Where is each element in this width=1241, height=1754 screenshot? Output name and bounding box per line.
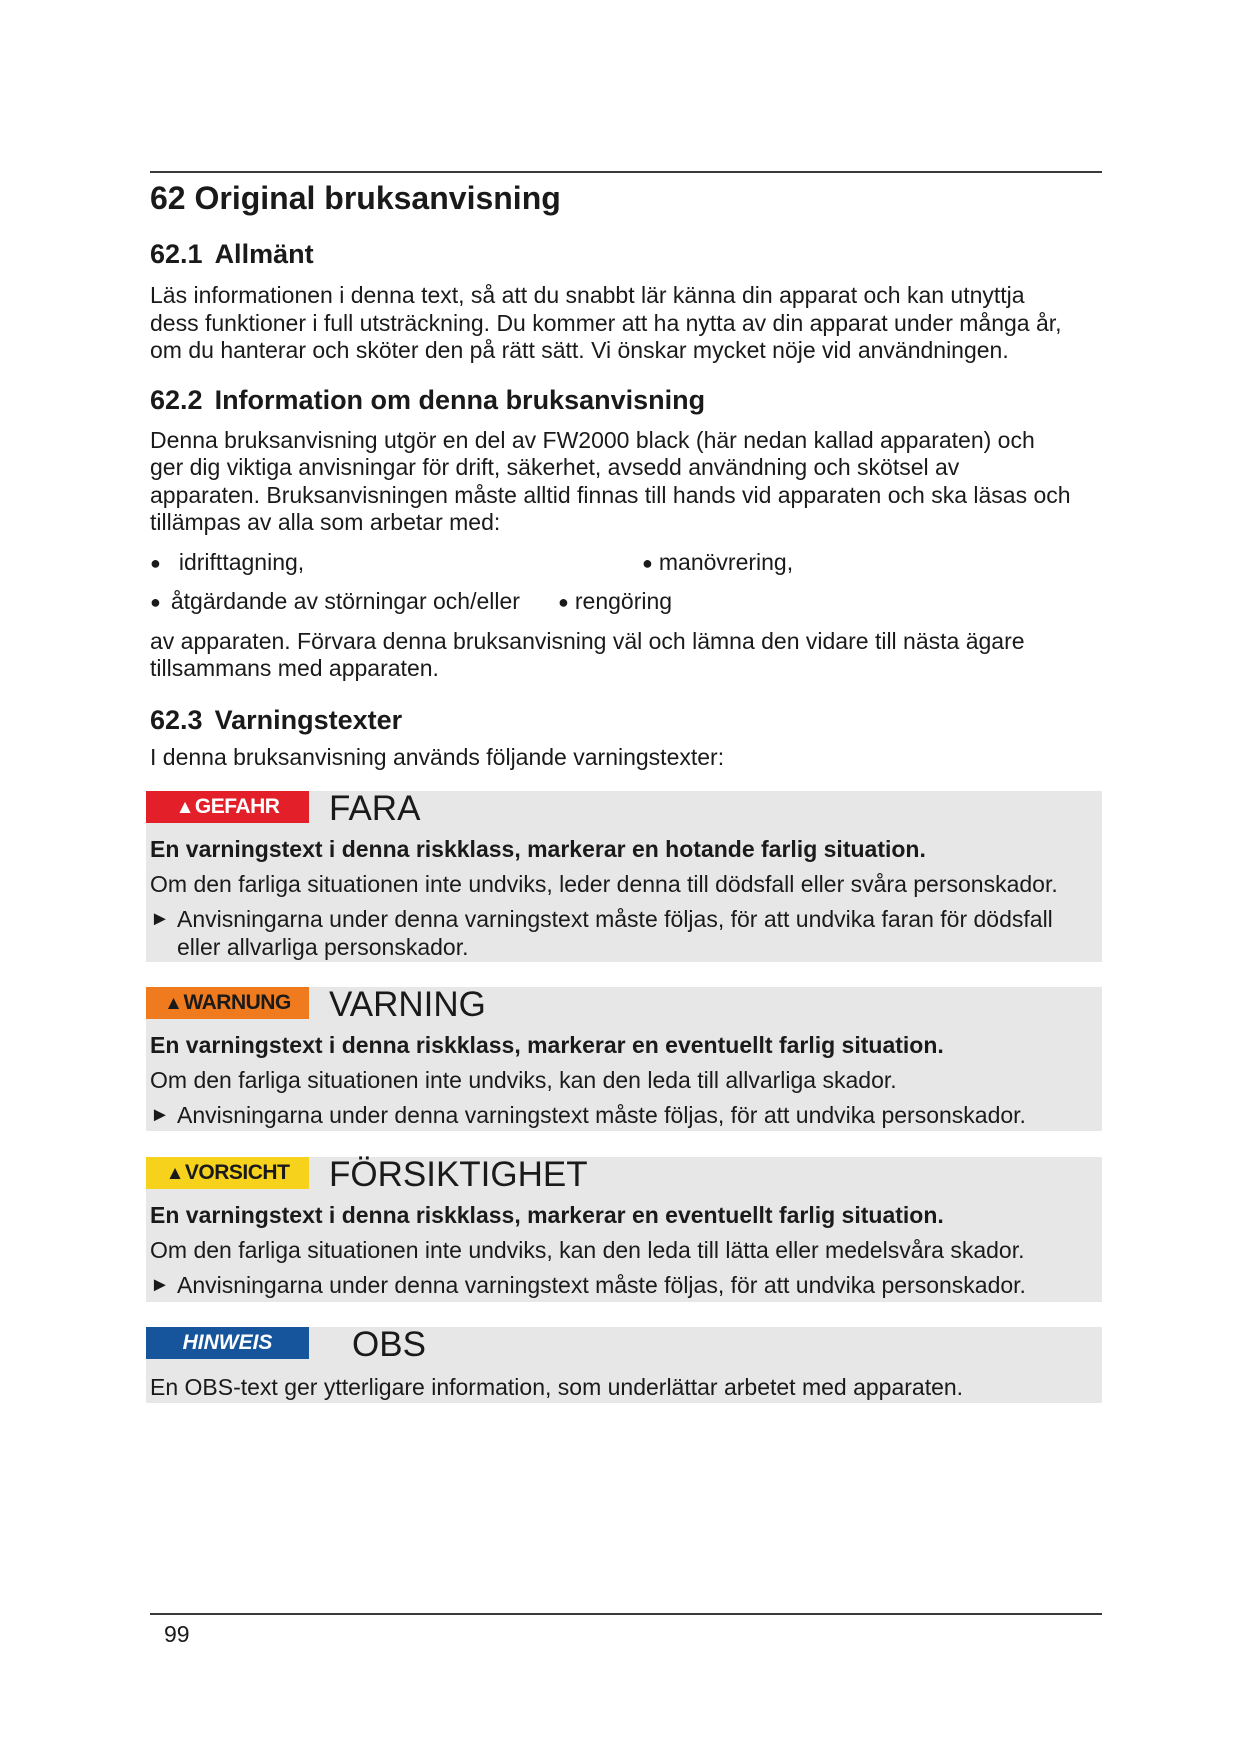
text-line: dess funktioner i full utsträckning. Du kommer att ha nytta av din apparat under många år, bbox=[150, 309, 1062, 336]
section-heading-varningstexter bbox=[150, 702, 1102, 738]
signal-label-vorsicht bbox=[146, 1157, 309, 1189]
warning-consequence: Om den farliga situationen inte undviks, kan den leda till lätta eller medelsvåra skador. bbox=[150, 1237, 1025, 1263]
warning-box-forsiktighet bbox=[146, 1157, 1102, 1302]
warning-body bbox=[150, 835, 1100, 961]
arrow-icon: ► bbox=[150, 908, 170, 930]
warning-consequence: Om den farliga situationen inte undviks, leder denna till dödsfall eller svåra personskador. bbox=[150, 871, 1058, 897]
list-item bbox=[558, 587, 672, 616]
text-line: Anvisningarna under denna varningstext måste följas, för att undvika faran för dödsfall bbox=[177, 906, 1053, 932]
warning-triangle-icon: ▲ bbox=[165, 1163, 184, 1184]
text-line: Läs informationen i denna text, så att du snabbt lär känna din apparat och kan utnyttja bbox=[150, 282, 1025, 308]
paragraph-allmant bbox=[150, 282, 1102, 365]
text-line: om du hanterar och sköter den på rätt sätt. Vi önskar mycket nöje vid användningen. bbox=[150, 337, 1009, 363]
text-line: av apparaten. Förvara denna bruksanvisning väl och lämna den vidare till nästa ägare bbox=[150, 627, 1025, 654]
warning-lead: En varningstext i denna riskklass, markerar en hotande farlig situation. bbox=[150, 836, 926, 862]
bullet-icon: ● bbox=[558, 591, 569, 612]
text-line: I denna bruksanvisning används följande varningstexter: bbox=[150, 743, 725, 770]
warning-body bbox=[150, 1031, 1100, 1129]
section-title: Varningstexter bbox=[214, 704, 403, 735]
section-heading-info bbox=[150, 382, 1102, 418]
notice-box-obs bbox=[146, 1327, 1102, 1403]
warning-box-varning bbox=[146, 987, 1102, 1131]
section-title: Information om denna bruksanvisning bbox=[214, 384, 706, 415]
warning-body bbox=[150, 1201, 1100, 1299]
list-item-text: rengöring bbox=[574, 587, 673, 614]
signal-word: VORSICHT bbox=[184, 1161, 290, 1184]
notice-heading: OBS bbox=[352, 1325, 426, 1364]
text-line: Denna bruksanvisning utgör en del av FW2000 black (här nedan kallad apparaten) och bbox=[150, 426, 1035, 453]
arrow-icon: ► bbox=[150, 1274, 170, 1296]
chapter-number: 62 bbox=[150, 180, 186, 216]
warning-box-fara bbox=[146, 791, 1102, 962]
warning-lead: En varningstext i denna riskklass, markerar en eventuellt farlig situation. bbox=[150, 1202, 944, 1228]
page-number: 99 bbox=[164, 1621, 190, 1647]
header-rule bbox=[150, 171, 1102, 173]
text-line: tillsammans med apparaten. bbox=[150, 655, 439, 681]
list-item-text: åtgärdande av störningar och/eller bbox=[170, 587, 520, 614]
warning-heading: FARA bbox=[329, 789, 421, 828]
warning-instruction bbox=[150, 905, 1100, 961]
arrow-icon: ► bbox=[150, 1104, 170, 1126]
section-heading-allmant bbox=[150, 236, 1102, 272]
notice-text: En OBS-text ger ytterligare information, som underlättar arbetet med apparaten. bbox=[150, 1374, 964, 1400]
paragraph-varningstexter bbox=[150, 744, 1102, 772]
text-line: apparaten. Bruksanvisningen måste alltid finnas till hands vid apparaten och ska läsas och bbox=[150, 481, 1071, 508]
content-flow bbox=[150, 174, 1102, 771]
signal-word: HINWEIS bbox=[182, 1331, 273, 1354]
warning-triangle-icon: ▲ bbox=[175, 797, 194, 818]
text-line: ger dig viktiga anvisningar för drift, säkerhet, avsedd användning och skötsel av bbox=[150, 454, 960, 480]
chapter-title-text: Original bruksanvisning bbox=[194, 180, 561, 216]
bullet-icon: ● bbox=[150, 552, 161, 573]
warning-instruction bbox=[150, 1101, 1100, 1129]
warning-lead: En varningstext i denna riskklass, markerar en eventuellt farlig situation. bbox=[150, 1032, 944, 1058]
bullet-list bbox=[150, 548, 1102, 628]
text-line: Anvisningarna under denna varningstext måste följas, för att undvika personskador. bbox=[177, 1102, 1026, 1128]
list-item bbox=[642, 548, 793, 577]
list-item-text: manövrering, bbox=[658, 548, 794, 575]
warning-triangle-icon: ▲ bbox=[164, 993, 183, 1014]
paragraph-info bbox=[150, 427, 1102, 537]
warning-heading: FÖRSIKTIGHET bbox=[329, 1155, 588, 1194]
text-line: eller allvarliga personskador. bbox=[177, 934, 469, 960]
list-item bbox=[150, 548, 304, 577]
warning-heading: VARNING bbox=[329, 985, 486, 1024]
section-title: Allmänt bbox=[214, 239, 314, 269]
bullet-icon: ● bbox=[150, 591, 161, 612]
warning-consequence: Om den farliga situationen inte undviks, kan den leda till allvarliga skador. bbox=[150, 1067, 897, 1093]
list-item-text: idrifttagning, bbox=[178, 548, 305, 575]
signal-label-gefahr bbox=[146, 791, 309, 823]
signal-word: GEFAHR bbox=[194, 795, 280, 818]
paragraph-info-closing bbox=[150, 628, 1102, 683]
signal-word: WARNUNG bbox=[183, 991, 291, 1014]
section-number: 62.3 bbox=[150, 704, 203, 735]
signal-label-hinweis bbox=[146, 1327, 309, 1359]
document-page bbox=[150, 0, 1102, 1754]
text-line: tillämpas av alla som arbetar med: bbox=[150, 509, 501, 535]
notice-body bbox=[150, 1373, 1100, 1401]
warning-instruction bbox=[150, 1271, 1100, 1299]
bullet-icon: ● bbox=[642, 552, 653, 573]
text-line: Anvisningarna under denna varningstext måste följas, för att undvika personskador. bbox=[177, 1272, 1026, 1298]
section-number: 62.1 bbox=[150, 239, 203, 269]
signal-label-warnung bbox=[146, 987, 309, 1019]
list-item bbox=[150, 587, 520, 616]
chapter-title bbox=[150, 174, 1102, 222]
section-number: 62.2 bbox=[150, 384, 203, 415]
footer-rule bbox=[150, 1613, 1102, 1615]
